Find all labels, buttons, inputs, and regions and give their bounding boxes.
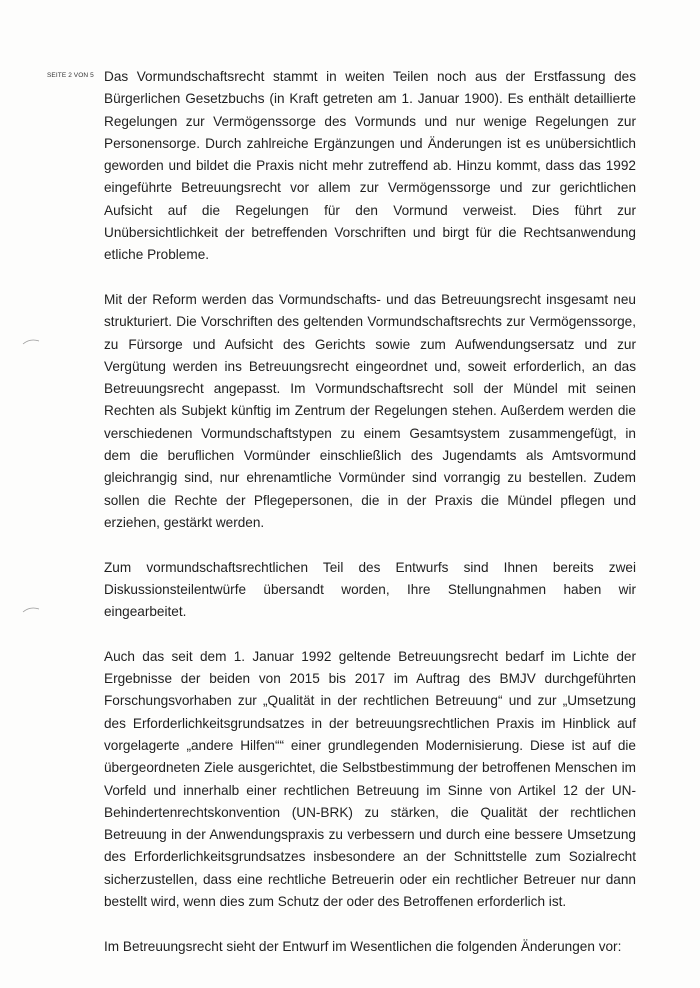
scan-artifact-mark [22,338,38,346]
paragraph-betreuungsrecht-modernization: Auch das seit dem 1. Januar 1992 geltende Betreuungsrecht bedarf im Lichte der Ergebnisse der beiden von 2015 bis 2017 im Auftrag des BMJV durchgeführten Forschungsvorhaben zur „Qualität in der rechtlichen Betreuung“ und zur „Umsetzung des Erforderlichkeitsgrundsatzes in der betreuungsrechtlichen Praxis im Hinblick auf vorgelagerte „andere Hilfen““ einer grundlegenden Modernisierung. Diese ist auf die übergeordneten Ziele ausgerichtet, die Selbstbestimmung der betroffenen Menschen im Vorfeld und innerhalb einer rechtlichen Betreuung im Sinne von Artikel 12 der UN-Behindertenrechtskonvention (UN-BRK) zu stärken, die Qualität der rechtlichen Betreuung in der Anwendungspraxis zu verbessern und durch eine bessere Umsetzung des Erforderlichkeitsgrundsatzes insbesondere an der Schnittstelle zum Sozialrecht sicherzustellen, dass eine rechtliche Betreuerin oder ein rechtlicher Betreuer nur dann bestellt wird, wenn dies zum Schutz der oder des Betroffenen erforderlich ist. [104,648,636,909]
paragraph-discussion-drafts: Zum vormundschaftsrechtlichen Teil des Entwurfs sind Ihnen bereits zwei Diskussionsteilentwürfe übersandt worden, Ihre Stellungnahmen haben wir eingearbeitet. [104,559,636,620]
document-body [104,66,636,980]
paragraph-reform-overview: Mit der Reform werden das Vormundschafts- und das Betreuungsrecht insgesamt neu strukturiert. Die Vorschriften des geltenden Vormundschaftsrechts zur Vermögenssorge, zu Fürsorge und Aufsicht des Gerichts sowie zum Aufwendungsersatz und zur Vergütung werden ins Betreuungsrecht eingeordnet und, soweit erforderlich, an das Betreuungsrecht angepasst. Im Vormundschaftsrecht soll der Mündel mit seinen Rechten als Subjekt künftig im Zentrum der Regelungen stehen. Außerdem werden die verschiedenen Vormundschaftstypen zu einem Gesamtsystem zusammengefügt, in dem die beruflichen Vormünder einschließlich des Jugendamts als Amtsvormund gleichrangig sind, nur ehrenamtliche Vormünder sind vorrangig zu bestellen. Zudem sollen die Rechte der Pflegepersonen, die in der Praxis die Mündel pflegen und erziehen, gestärkt werden. [104,291,636,530]
page-number-label: SEITE 2 VON 5 [47,72,94,79]
paragraph-changes-intro: Im Betreuungsrecht sieht der Entwurf im Wesentlichen die folgenden Änderungen vor: [104,938,622,954]
scan-artifact-mark [22,606,38,614]
paragraph-vormundschaftsrecht-history: Das Vormundschaftsrecht stammt in weiten Teilen noch aus der Erstfassung des Bürgerlichen Gesetzbuchs (in Kraft getreten am 1. Januar 1900). Es enthält detaillierte Regelungen zur Vermögenssorge des Vormunds und nur wenige Regelungen zur Personensorge. Durch zahlreiche Ergänzungen und Änderungen ist es unübersichtlich geworden und bildet die Praxis nicht mehr zutreffend ab. Hinzu kommt, dass das 1992 eingeführte Betreuungsrecht vor allem zur Vermögenssorge und zur gerichtlichen Aufsicht auf die Regelungen für den Vormund verweist. Dies führt zur Unübersichtlichkeit der betreffenden Vorschriften und birgt für die Rechtsanwendung etliche Probleme. [104,69,636,263]
